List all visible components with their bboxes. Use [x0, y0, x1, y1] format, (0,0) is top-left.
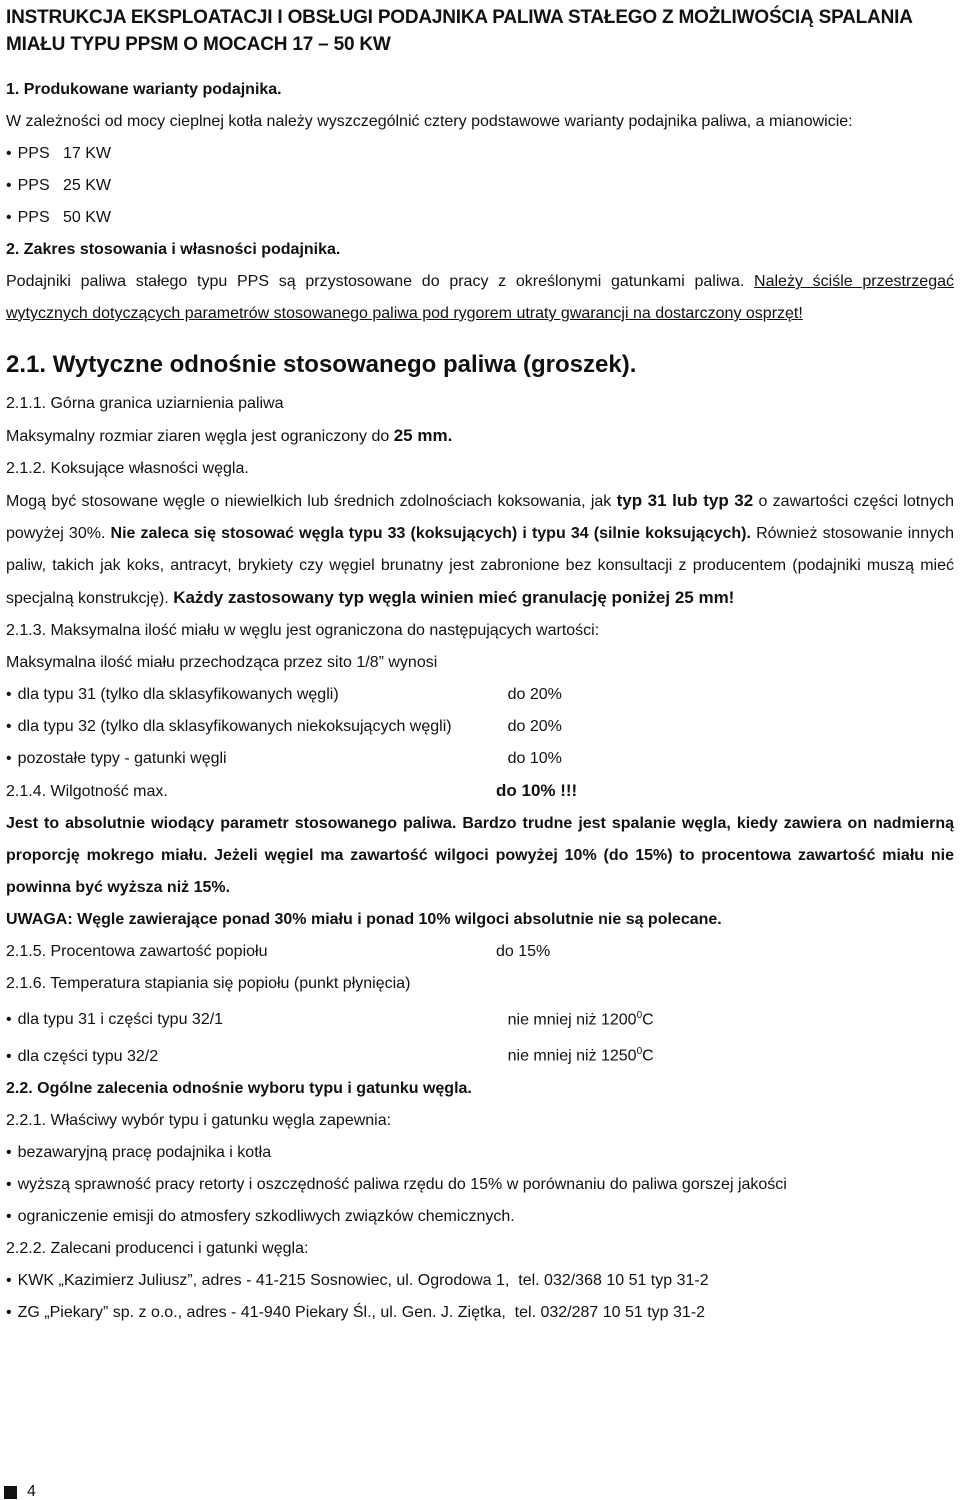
- ash-temp-value: nie mniej niż 1200: [507, 1011, 637, 1029]
- degree-mark: 0: [636, 1046, 643, 1058]
- producer-item: • ZG „Piekary” sp. z o.o., adres - 41-940 Piekary Śl., ul. Gen. J. Ziętka, tel. 032/287 10 51 typ 31-2: [6, 1297, 954, 1329]
- document-page: [6, 4, 954, 1329]
- section-2-2-1-heading: 2.2.1. Właściwy wybór typu i gatunku węgla zapewnia:: [6, 1111, 392, 1129]
- fines-subheading: Maksymalna ilość miału przechodząca przez sito 1/8” wynosi: [6, 654, 438, 671]
- section-2-paragraph: [6, 266, 954, 330]
- degree-mark: 0: [636, 1010, 643, 1021]
- uwaga-warning: UWAGA: Węgle zawierające ponad 30% miału i ponad 10% wilgoci absolutnie nie są polecane.: [6, 911, 722, 928]
- coking-bold-1: typ 31 lub typ 32: [616, 491, 754, 510]
- section-2-1-6-heading: 2.1.6. Temperatura stapiania się popiołu (punkt płynięcia): [6, 975, 411, 992]
- grain-size-value: 25 mm.: [393, 426, 453, 445]
- ash-temp-unit: C: [642, 1047, 654, 1065]
- fines-row-label: dla typu 32 (tylko dla sklasyfikowanych niekoksujących węgli): [17, 718, 452, 735]
- coking-text-3: Również stosowanie innych paliw, takich jak koks, antracyt, brykiety czy węgiel brunatny jest zabronione bez konsultacji z producentem (podajniki muszą mieć specjalną konstrukcję).: [6, 525, 954, 607]
- fines-row: [6, 743, 954, 775]
- fines-row-value: do 10%: [507, 750, 562, 767]
- fines-row: [6, 711, 954, 743]
- moisture-row: [6, 775, 954, 808]
- variant-item: • PPS 25 KW: [6, 170, 954, 202]
- section-2-heading: 2. Zakres stosowania i własności podajnika.: [6, 241, 341, 258]
- warranty-warning: Należy ściśle przestrzegać wytycznych dotyczących parametrów stosowanego paliwa pod rygorem utraty gwarancji na dostarczony osprzęt!: [6, 273, 954, 322]
- ash-temp-unit: C: [642, 1011, 654, 1029]
- benefit-item: • ograniczenie emisji do atmosfery szkodliwych związków chemicznych.: [6, 1201, 954, 1233]
- fines-row: [6, 679, 954, 711]
- section-2-1-heading: 2.1. Wytyczne odnośnie stosowanego paliwa (groszek).: [6, 351, 637, 378]
- ash-temp-label: dla typu 31 i części typu 32/1: [17, 1011, 224, 1029]
- ash-label: 2.1.5. Procentowa zawartość popiołu: [6, 943, 268, 960]
- section-2-2-2-heading: 2.2.2. Zalecani producenci i gatunki węgla:: [6, 1239, 309, 1257]
- coking-bold-3: Każdy zastosowany typ węgla winien mieć granulację poniżej 25 mm!: [173, 588, 735, 607]
- variant-item: • PPS 17 KW: [6, 138, 954, 170]
- coking-bold-2: Nie zaleca się stosować węgla typu 33 (koksujących) i typu 34 (silnie koksujących).: [110, 525, 751, 542]
- ash-row: [6, 936, 954, 968]
- section-2-2-heading: 2.2. Ogólne zalecenia odnośnie wyboru typu i gatunku węgla.: [6, 1079, 472, 1097]
- ash-temp-label: dla części typu 32/2: [17, 1047, 159, 1065]
- fines-row-label: dla typu 31 (tylko dla sklasyfikowanych węgli): [17, 686, 339, 703]
- ash-temp-row: [6, 1036, 954, 1072]
- page-number: 4: [27, 1483, 36, 1500]
- section-1-heading: 1. Produkowane warianty podajnika.: [6, 81, 282, 98]
- section-2-1-2-heading: 2.1.2. Koksujące własności węgla.: [6, 460, 249, 477]
- square-marker-icon: [4, 1486, 17, 1499]
- moisture-label: 2.1.4. Wilgotność max.: [6, 783, 168, 800]
- document-title: INSTRUKCJA EKSPLOATACJI I OBSŁUGI PODAJNIKA PALIWA STAŁEGO Z MOŻLIWOŚCIĄ SPALANIA MIAŁU TYPU PPSM O MOCACH 17 – 50 KW: [6, 7, 913, 55]
- coking-text-2: o zawartości części lotnych powyżej 30%.: [6, 493, 954, 542]
- fines-row-label: pozostałe typy - gatunki węgli: [17, 750, 227, 767]
- ash-temp-row: [6, 1000, 954, 1036]
- grain-size-text: [6, 420, 954, 453]
- producer-item: • KWK „Kazimierz Juliusz”, adres - 41-215 Sosnowiec, ul. Ogrodowa 1, tel. 032/368 10 51 typ 31-2: [6, 1265, 954, 1297]
- page-footer: [4, 1484, 36, 1500]
- benefit-item: • wyższą sprawność pracy retorty i oszczędność paliwa rzędu do 15% w porównaniu do paliwa gorszej jakości: [6, 1169, 954, 1201]
- section-2-1-3-heading: 2.1.3. Maksymalna ilość miału w węglu jest ograniczona do następujących wartości:: [6, 622, 600, 639]
- section-1-intro: W zależności od mocy cieplnej kotła należy wyszczególnić cztery podstawowe warianty podajnika paliwa, a mianowicie:: [6, 113, 853, 130]
- fines-row-value: do 20%: [507, 718, 562, 735]
- moisture-warning: Jest to absolutnie wiodący parametr stosowanego paliwa. Bardzo trudne jest spalanie węgla, kiedy zawiera on nadmierną proporcję mokrego miału. Jeżeli węgiel ma zawartość wilgoci powyżej 10% (do 15%) to procentowa zawartość miału nie powinna być wyższa niż 15%.: [6, 815, 954, 896]
- section-2-1-1-heading: 2.1.1. Górna granica uziarnienia paliwa: [6, 395, 284, 412]
- coking-paragraph: [6, 485, 954, 615]
- moisture-value: do 10% !!!: [496, 781, 578, 800]
- ash-value: do 15%: [496, 943, 551, 960]
- variant-item: • PPS 50 KW: [6, 202, 954, 234]
- benefit-item: • bezawaryjną pracę podajnika i kotła: [6, 1137, 954, 1169]
- fines-row-value: do 20%: [507, 686, 562, 703]
- section-2-text: Podajniki paliwa stałego typu PPS są przystosowane do pracy z określonymi gatunkami paliwa.: [6, 273, 755, 290]
- ash-temp-value: nie mniej niż 1250: [507, 1047, 637, 1065]
- grain-size-label: Maksymalny rozmiar ziaren węgla jest ograniczony do: [6, 428, 394, 445]
- coking-text-1: Mogą być stosowane węgle o niewielkich lub średnich zdolnościach koksowania, jak: [6, 493, 617, 510]
